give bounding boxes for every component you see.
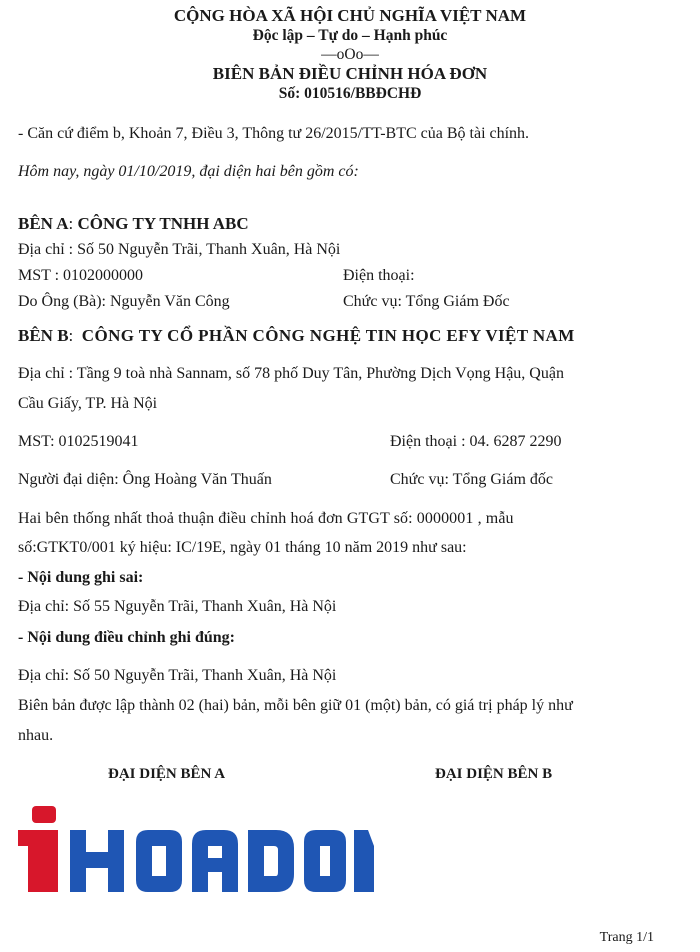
agreement-line2: số:GTKT0/001 ký hiệu: IC/19E, ngày 01 tháng 10 năm 2019 như sau: — [18, 539, 467, 556]
party-b-position: Chức vụ: Tổng Giám đốc — [390, 471, 554, 488]
logo-letter-o1 — [136, 830, 182, 892]
party-b-label: BÊN B — [18, 326, 69, 345]
party-a-position: Chức vụ: Tổng Giám Đốc — [343, 293, 510, 310]
party-b-address-line1: Địa chỉ : Tầng 9 toà nhà Sannam, số 78 phố Duy Tân, Phường Dịch Vọng Hậu, Quận — [18, 365, 564, 382]
correct-content-label: - Nội dung điều chỉnh ghi đúng: — [18, 629, 235, 646]
signature-party-a: ĐẠI DIỆN BÊN A — [108, 766, 226, 782]
party-a-phone: Điện thoại: — [343, 267, 415, 284]
ihoadon-logo — [14, 800, 374, 900]
logo-letter-o2 — [304, 830, 346, 892]
party-b-tax: MST: 0102519041 — [18, 433, 139, 450]
party-a-heading: BÊN A: CÔNG TY TNHH ABC — [18, 214, 249, 233]
logo-letter-h — [70, 830, 124, 892]
header-divider: —oOo— — [321, 46, 379, 63]
logo-i-dot — [32, 806, 56, 823]
correct-content: Địa chỉ: Số 50 Nguyễn Trãi, Thanh Xuân, Hà Nội — [18, 667, 337, 684]
logo-letter-a — [192, 830, 238, 892]
agreement-line1: Hai bên thống nhất thoả thuận điều chỉnh hoá đơn GTGT số: 0000001 , mẫu — [18, 510, 514, 527]
closing-line2: nhau. — [18, 727, 54, 744]
document-title: BIÊN BẢN ĐIỀU CHỈNH HÓA ĐƠN — [212, 64, 488, 83]
party-a-tax: MST : 0102000000 — [18, 267, 144, 284]
party-a-representative: Do Ông (Bà): Nguyễn Văn Công — [18, 293, 230, 310]
party-a-address: Địa chỉ : Số 50 Nguyễn Trãi, Thanh Xuân, Hà Nội — [18, 241, 341, 258]
signature-party-b: ĐẠI DIỆN BÊN B — [435, 766, 553, 782]
logo-letter-d — [248, 830, 294, 892]
nation-header: CỘNG HÒA XÃ HỘI CHỦ NGHĨA VIỆT NAM — [173, 6, 527, 25]
party-b-representative: Người đại diện: Ông Hoàng Văn Thuấn — [18, 471, 272, 488]
logo-letter-n — [354, 830, 374, 892]
party-a-label: BÊN A — [18, 214, 69, 233]
page-number: Trang 1/1 — [599, 930, 654, 945]
party-b-heading: BÊN B: CÔNG TY CỔ PHẦN CÔNG NGHỆ TIN HỌC EFY VIỆT NAM — [18, 326, 575, 345]
motto: Độc lập – Tự do – Hạnh phúc — [252, 27, 448, 44]
party-b-address-line2: Cầu Giấy, TP. Hà Nội — [18, 395, 158, 412]
party-a-name: CÔNG TY TNHH ABC — [77, 214, 249, 233]
wrong-content: Địa chỉ: Số 55 Nguyễn Trãi, Thanh Xuân, Hà Nội — [18, 598, 337, 615]
legal-basis: - Căn cứ điểm b, Khoản 7, Điều 3, Thông tư 26/2015/TT-BTC của Bộ tài chính. — [18, 125, 530, 142]
closing-line1: Biên bản được lập thành 02 (hai) bản, mỗi bên giữ 01 (một) bản, có giá trị pháp lý như — [18, 697, 573, 714]
party-b-phone: Điện thoại : 04. 6287 2290 — [390, 433, 562, 450]
intro-line: Hôm nay, ngày 01/10/2019, đại diện hai bên gồm có: — [18, 163, 359, 180]
party-b-name: CÔNG TY CỔ PHẦN CÔNG NGHỆ TIN HỌC EFY VIỆT NAM — [81, 326, 575, 345]
wrong-content-label: - Nội dung ghi sai: — [18, 569, 144, 586]
document-number: Số: 010516/BBĐCHĐ — [278, 85, 422, 102]
logo-i-stem — [18, 830, 58, 892]
